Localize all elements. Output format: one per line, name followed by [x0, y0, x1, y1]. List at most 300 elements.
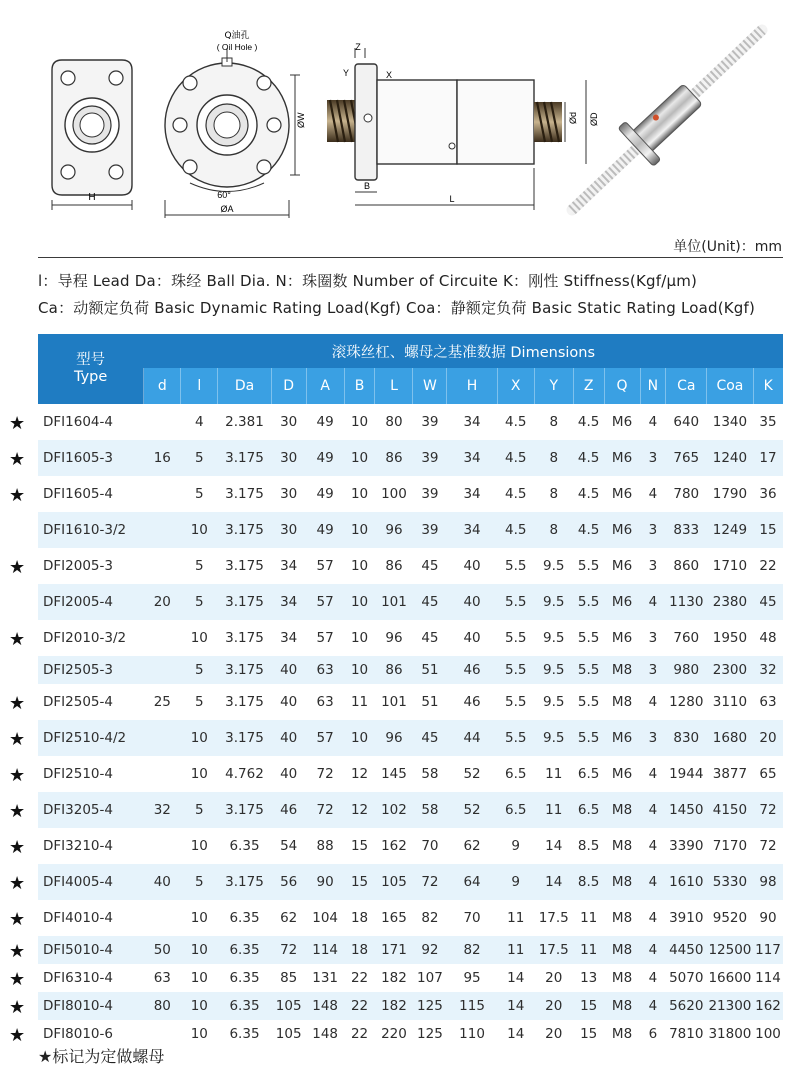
- cell-b: 12: [344, 792, 375, 828]
- table-row: [38, 964, 783, 992]
- cell-ca: 860: [673, 558, 700, 574]
- cell-d: 56: [271, 864, 306, 900]
- table-row: [38, 936, 783, 964]
- cell-n: 4: [648, 838, 658, 854]
- cell-q: M6: [604, 440, 640, 476]
- custom-nut-star-icon: ★: [9, 997, 26, 1018]
- cell-l: 5: [181, 440, 218, 476]
- cell-a: 148: [306, 992, 344, 1020]
- custom-nut-star-icon: ★: [9, 765, 26, 786]
- cell-b: 10: [350, 630, 369, 646]
- cell-w: 45: [421, 558, 439, 574]
- cell-l: 10: [181, 936, 218, 964]
- cell-l: 10: [190, 910, 208, 926]
- cell-l: 10: [190, 630, 208, 646]
- cell-ca: 640: [673, 414, 700, 430]
- cell-h: 40: [447, 584, 497, 620]
- cell-type: DFI2005-4: [38, 584, 144, 620]
- cell-l: 5: [181, 656, 218, 684]
- table-row: [38, 864, 783, 900]
- cell-d: [144, 548, 181, 584]
- cell-x: 14: [507, 970, 525, 986]
- cell-n: 4: [640, 584, 666, 620]
- cell-k: 45: [753, 584, 783, 620]
- cell-q: M6: [611, 766, 633, 782]
- cell-x: 5.5: [504, 694, 527, 710]
- cell-d: [144, 404, 181, 440]
- cell-type: DFI4010-4: [43, 910, 113, 926]
- cell-k: 22: [759, 558, 777, 574]
- cell-l: 10: [181, 992, 218, 1020]
- type-header-cn: 型号: [76, 352, 106, 368]
- cell-a: 148: [312, 1026, 339, 1042]
- cell-d: 34: [271, 584, 306, 620]
- cell-d: [144, 656, 181, 684]
- cell-z: 5.5: [573, 656, 604, 684]
- cell-z: 4.5: [573, 512, 604, 548]
- cell-da: 6.35: [229, 970, 260, 986]
- cell-q: M6: [611, 630, 633, 646]
- column-header-row: [38, 368, 783, 404]
- cell-b: 10: [344, 512, 375, 548]
- cell-a: 63: [316, 694, 334, 710]
- legend-line-2: Ca：动额定负荷 Basic Dynamic Rating Load(Kgf) Coa：静额定负荷 Basic Static Rating Load(Kgf): [38, 299, 756, 317]
- cell-l: 10: [181, 720, 218, 756]
- custom-nut-star-icon: ★: [9, 941, 26, 962]
- table-row: [38, 684, 783, 720]
- cell-l: 105: [375, 864, 413, 900]
- cell-h: 52: [447, 792, 497, 828]
- cell-da: 6.35: [218, 992, 271, 1020]
- cell-k: 15: [753, 512, 783, 548]
- cell-type: DFI3205-4: [38, 792, 144, 828]
- table-row: [38, 440, 783, 476]
- cell-d: 32: [144, 792, 181, 828]
- cell-x: 5.5: [497, 584, 534, 620]
- column-header-x: X: [497, 368, 534, 404]
- cell-x: 9: [511, 838, 521, 854]
- custom-nut-star-icon: ★: [9, 1025, 26, 1046]
- cell-y: 20: [545, 1026, 563, 1042]
- cell-z: 5.5: [577, 694, 600, 710]
- cell-type: DFI4005-4: [38, 864, 144, 900]
- table-row: [38, 512, 783, 548]
- custom-nut-star-icon: ★: [9, 485, 26, 506]
- cell-a: 72: [306, 792, 344, 828]
- cell-l: 101: [375, 584, 413, 620]
- cell-y: 17.5: [538, 910, 569, 926]
- cell-y: 9.5: [534, 720, 573, 756]
- unit-label: 单位(Unit)：mm: [673, 239, 782, 255]
- cell-d: 40: [271, 720, 306, 756]
- cell-h: 62: [463, 838, 481, 854]
- type-header-en: Type: [74, 369, 108, 385]
- cell-k: 114: [755, 970, 781, 986]
- table-row: [38, 656, 783, 684]
- cell-b: 22: [344, 992, 375, 1020]
- cell-n: 3: [640, 512, 666, 548]
- cell-l: 10: [190, 970, 208, 986]
- cell-h: 34: [463, 486, 481, 502]
- cell-z: 5.5: [573, 584, 604, 620]
- dim-x-label: X: [385, 70, 393, 80]
- cell-h: 110: [459, 1026, 485, 1042]
- cell-z: 15: [573, 992, 604, 1020]
- cell-ca: 1944: [669, 766, 704, 782]
- cell-k: 72: [759, 838, 777, 854]
- cell-a: 114: [306, 936, 344, 964]
- cell-h: 64: [447, 864, 497, 900]
- cell-a: 63: [306, 656, 344, 684]
- cell-y: 9.5: [543, 694, 565, 710]
- cell-type: DFI1610-3/2: [38, 512, 144, 548]
- cell-k: 35: [759, 414, 777, 430]
- cell-ca: 3390: [669, 838, 704, 854]
- cell-coa: 1249: [707, 512, 753, 548]
- cell-d: 34: [280, 558, 298, 574]
- column-header-b: B: [344, 368, 375, 404]
- cell-ca: 765: [666, 440, 707, 476]
- cell-n: 4: [648, 486, 658, 502]
- cell-type: DFI8010-6: [43, 1026, 113, 1042]
- cell-l: 10: [190, 1026, 208, 1042]
- ballscrew-photo: [572, 30, 762, 210]
- cell-l: 5: [181, 584, 218, 620]
- column-header-l: l: [181, 368, 218, 404]
- cell-w: 125: [413, 992, 447, 1020]
- spec-table-body: [38, 404, 783, 1048]
- cell-l: 10: [190, 838, 208, 854]
- custom-nut-star-icon: ★: [9, 449, 26, 470]
- column-header-y: Y: [534, 368, 573, 404]
- column-header-da: Da: [218, 368, 271, 404]
- cell-q: M8: [604, 792, 640, 828]
- cell-q: M6: [604, 512, 640, 548]
- cell-coa: 3877: [712, 766, 748, 782]
- cell-d: 62: [280, 910, 298, 926]
- cell-h: 34: [447, 440, 497, 476]
- cell-type: DFI2005-3: [43, 558, 113, 574]
- cell-y: 14: [545, 838, 563, 854]
- cell-x: 5.5: [504, 558, 527, 574]
- cell-y: 9.5: [543, 558, 565, 574]
- custom-nut-star-icon: ★: [9, 693, 26, 714]
- cell-x: 14: [507, 1026, 525, 1042]
- column-header-l: L: [375, 368, 413, 404]
- cell-type: DFI2505-4: [43, 694, 113, 710]
- cell-ca: 7810: [669, 1026, 704, 1042]
- cell-d: [144, 476, 181, 512]
- cell-y: 8: [534, 512, 573, 548]
- cell-n: 4: [640, 864, 666, 900]
- cell-d: [144, 828, 181, 864]
- cell-l: 182: [375, 992, 413, 1020]
- oil-hole-en: ( Oil Hole ): [216, 42, 258, 52]
- column-header-a: A: [306, 368, 344, 404]
- cell-y: 8: [549, 486, 559, 502]
- cell-coa: 31800: [708, 1026, 752, 1042]
- table-row: [38, 620, 783, 656]
- cell-da: 3.175: [218, 720, 271, 756]
- custom-nut-star-icon: ★: [9, 837, 26, 858]
- cell-x: 4.5: [497, 512, 534, 548]
- cell-k: 98: [753, 864, 783, 900]
- cell-k: 17: [753, 440, 783, 476]
- dim-d-small-label: Ød: [568, 111, 578, 124]
- cell-q: M8: [604, 656, 640, 684]
- cell-l: 5: [195, 486, 204, 502]
- cell-d: 54: [280, 838, 298, 854]
- cell-w: 72: [413, 864, 447, 900]
- cell-b: 10: [344, 440, 375, 476]
- cell-coa: 2300: [707, 656, 753, 684]
- custom-nut-star-icon: ★: [9, 413, 26, 434]
- cell-x: 6.5: [504, 766, 527, 782]
- cell-k: 65: [759, 766, 777, 782]
- custom-nut-star-icon: ★: [9, 801, 26, 822]
- cell-coa: 5330: [707, 864, 753, 900]
- dim-a-label: ØA: [220, 204, 234, 214]
- cell-da: 3.175: [218, 440, 271, 476]
- cell-l: 5: [195, 694, 204, 710]
- cell-n: 4: [640, 936, 666, 964]
- cell-ca: 5070: [669, 970, 704, 986]
- cell-z: 4.5: [577, 486, 600, 502]
- cell-k: 117: [753, 936, 783, 964]
- cell-l: 5: [181, 792, 218, 828]
- custom-nut-star-icon: ★: [9, 557, 26, 578]
- cell-a: 49: [316, 486, 334, 502]
- cell-n: 4: [648, 910, 658, 926]
- cell-b: 10: [350, 486, 369, 502]
- cell-q: M8: [604, 936, 640, 964]
- custom-nut-star-icon: ★: [9, 629, 26, 650]
- cell-coa: 3110: [712, 694, 748, 710]
- table-row: [38, 404, 783, 440]
- cell-l: 10: [181, 512, 218, 548]
- cell-d: 46: [271, 792, 306, 828]
- cell-z: 5.5: [577, 558, 600, 574]
- cell-l: 5: [181, 864, 218, 900]
- cell-l: 86: [375, 440, 413, 476]
- cell-l: 96: [375, 720, 413, 756]
- cell-z: 11: [580, 910, 598, 926]
- cell-n: 4: [648, 970, 658, 986]
- cell-w: 45: [413, 584, 447, 620]
- cell-k: 20: [753, 720, 783, 756]
- cell-type: DFI1604-4: [43, 414, 113, 430]
- cell-w: 51: [421, 694, 439, 710]
- cell-b: 10: [344, 720, 375, 756]
- cell-q: M6: [604, 584, 640, 620]
- cell-n: 3: [640, 656, 666, 684]
- custom-nut-star-icon: ★: [9, 969, 26, 990]
- cell-h: 95: [463, 970, 481, 986]
- cell-z: 6.5: [577, 766, 600, 782]
- cell-q: M8: [604, 864, 640, 900]
- cell-da: 3.175: [225, 558, 264, 574]
- cell-d: 105: [271, 992, 306, 1020]
- cell-x: 4.5: [497, 440, 534, 476]
- cell-q: M8: [611, 910, 633, 926]
- cell-k: 48: [759, 630, 777, 646]
- cell-da: 4.762: [225, 766, 264, 782]
- cell-l: 102: [375, 792, 413, 828]
- cell-l: 86: [375, 656, 413, 684]
- cell-coa: 1340: [712, 414, 748, 430]
- cell-l: 10: [190, 766, 208, 782]
- cell-d: 72: [271, 936, 306, 964]
- cell-a: 88: [316, 838, 334, 854]
- cell-da: 3.175: [218, 792, 271, 828]
- cell-z: 8.5: [577, 838, 600, 854]
- cell-w: 39: [413, 512, 447, 548]
- cell-d: 16: [144, 440, 181, 476]
- cell-k: 32: [753, 656, 783, 684]
- cell-d: 85: [280, 970, 298, 986]
- table-row: [38, 792, 783, 828]
- cell-z: 4.5: [573, 440, 604, 476]
- cell-z: 4.5: [577, 414, 600, 430]
- cell-y: 11: [534, 792, 573, 828]
- dim-d-large-label: ØD: [589, 112, 599, 126]
- cell-da: 3.175: [225, 694, 264, 710]
- cell-b: 12: [350, 766, 369, 782]
- cell-l: 96: [385, 630, 403, 646]
- cell-z: 5.5: [573, 720, 604, 756]
- flange-front-view: [165, 29, 306, 218]
- cell-da: 6.35: [229, 838, 260, 854]
- column-header-d: d: [144, 368, 181, 404]
- cell-type: DFI3210-4: [43, 838, 113, 854]
- cell-q: M8: [611, 838, 633, 854]
- cell-b: 18: [350, 910, 369, 926]
- cell-b: 11: [350, 694, 369, 710]
- cell-da: 6.35: [229, 910, 260, 926]
- cell-q: M8: [611, 1026, 633, 1042]
- cell-n: 3: [648, 558, 658, 574]
- cell-x: 4.5: [504, 486, 527, 502]
- cell-da: 2.381: [225, 414, 264, 430]
- cell-coa: 4150: [707, 792, 753, 828]
- cell-coa: 9520: [712, 910, 748, 926]
- cell-da: 6.35: [229, 1026, 260, 1042]
- cell-x: 9: [497, 864, 534, 900]
- cell-n: 3: [640, 440, 666, 476]
- cell-y: 17.5: [534, 936, 573, 964]
- cell-h: 46: [447, 656, 497, 684]
- cell-ca: 1610: [666, 864, 707, 900]
- cell-z: 6.5: [573, 792, 604, 828]
- cell-d: [144, 620, 181, 656]
- cell-x: 11: [497, 936, 534, 964]
- cell-ca: 760: [673, 630, 700, 646]
- cell-n: 3: [640, 720, 666, 756]
- table-row: [38, 900, 783, 936]
- cell-l: 100: [381, 486, 407, 502]
- cell-coa: 2380: [707, 584, 753, 620]
- cell-a: 49: [306, 512, 344, 548]
- cell-ca: 830: [666, 720, 707, 756]
- cell-n: 3: [648, 630, 658, 646]
- cell-w: 107: [417, 970, 443, 986]
- flange-side-view: [52, 60, 132, 210]
- cell-l: 162: [381, 838, 407, 854]
- cell-coa: 16600: [708, 970, 752, 986]
- divider: [38, 257, 783, 258]
- dim-y-label: Y: [342, 68, 350, 78]
- cell-x: 6.5: [497, 792, 534, 828]
- cell-da: 6.35: [218, 936, 271, 964]
- oil-hole-cn: Q油孔: [224, 31, 250, 41]
- cell-w: 45: [413, 720, 447, 756]
- cell-x: 5.5: [497, 656, 534, 684]
- cell-z: 5.5: [577, 630, 600, 646]
- column-header-n: N: [640, 368, 666, 404]
- cell-type: DFI2505-3: [38, 656, 144, 684]
- table-row: [38, 720, 783, 756]
- cell-d: 40: [144, 864, 181, 900]
- cell-n: 4: [648, 414, 658, 430]
- column-header-w: W: [413, 368, 447, 404]
- cell-da: 3.175: [218, 656, 271, 684]
- cell-h: 82: [447, 936, 497, 964]
- cell-q: M6: [611, 486, 633, 502]
- table-row: [38, 548, 783, 584]
- cell-q: M6: [611, 558, 633, 574]
- cell-n: 4: [640, 992, 666, 1020]
- cell-d: [144, 900, 181, 936]
- cell-y: 9.5: [534, 656, 573, 684]
- cell-d: 25: [153, 694, 171, 710]
- cell-type: DFI1605-4: [43, 486, 113, 502]
- cell-l: 171: [375, 936, 413, 964]
- cell-b: 15: [350, 838, 369, 854]
- cell-l: 4: [195, 414, 204, 430]
- cell-l: 145: [381, 766, 407, 782]
- cell-d: [144, 512, 181, 548]
- cell-d: [144, 720, 181, 756]
- column-header-k: K: [753, 368, 783, 404]
- cell-w: 125: [417, 1026, 443, 1042]
- custom-nut-star-icon: ★: [9, 873, 26, 894]
- cell-type: DFI6310-4: [43, 970, 113, 986]
- cell-d: 30: [271, 512, 306, 548]
- cell-x: 4.5: [504, 414, 527, 430]
- dim-l-label: L: [449, 194, 455, 204]
- cell-h: 40: [463, 558, 481, 574]
- cell-d: 30: [271, 440, 306, 476]
- cell-ca: 833: [666, 512, 707, 548]
- cell-w: 39: [421, 414, 439, 430]
- cell-h: 70: [463, 910, 481, 926]
- cell-da: 3.175: [225, 630, 264, 646]
- cell-n: 4: [640, 792, 666, 828]
- cell-ca: 5620: [666, 992, 707, 1020]
- cell-z: 15: [580, 1026, 598, 1042]
- cell-b: 10: [344, 656, 375, 684]
- cell-d: 30: [280, 414, 298, 430]
- cell-h: 52: [463, 766, 481, 782]
- cell-y: 11: [545, 766, 563, 782]
- cell-y: 20: [545, 970, 563, 986]
- cell-coa: 1680: [707, 720, 753, 756]
- cell-d: 40: [280, 694, 298, 710]
- cell-d: 20: [144, 584, 181, 620]
- cell-q: M8: [604, 992, 640, 1020]
- cell-a: 49: [316, 414, 334, 430]
- cell-b: 22: [350, 970, 369, 986]
